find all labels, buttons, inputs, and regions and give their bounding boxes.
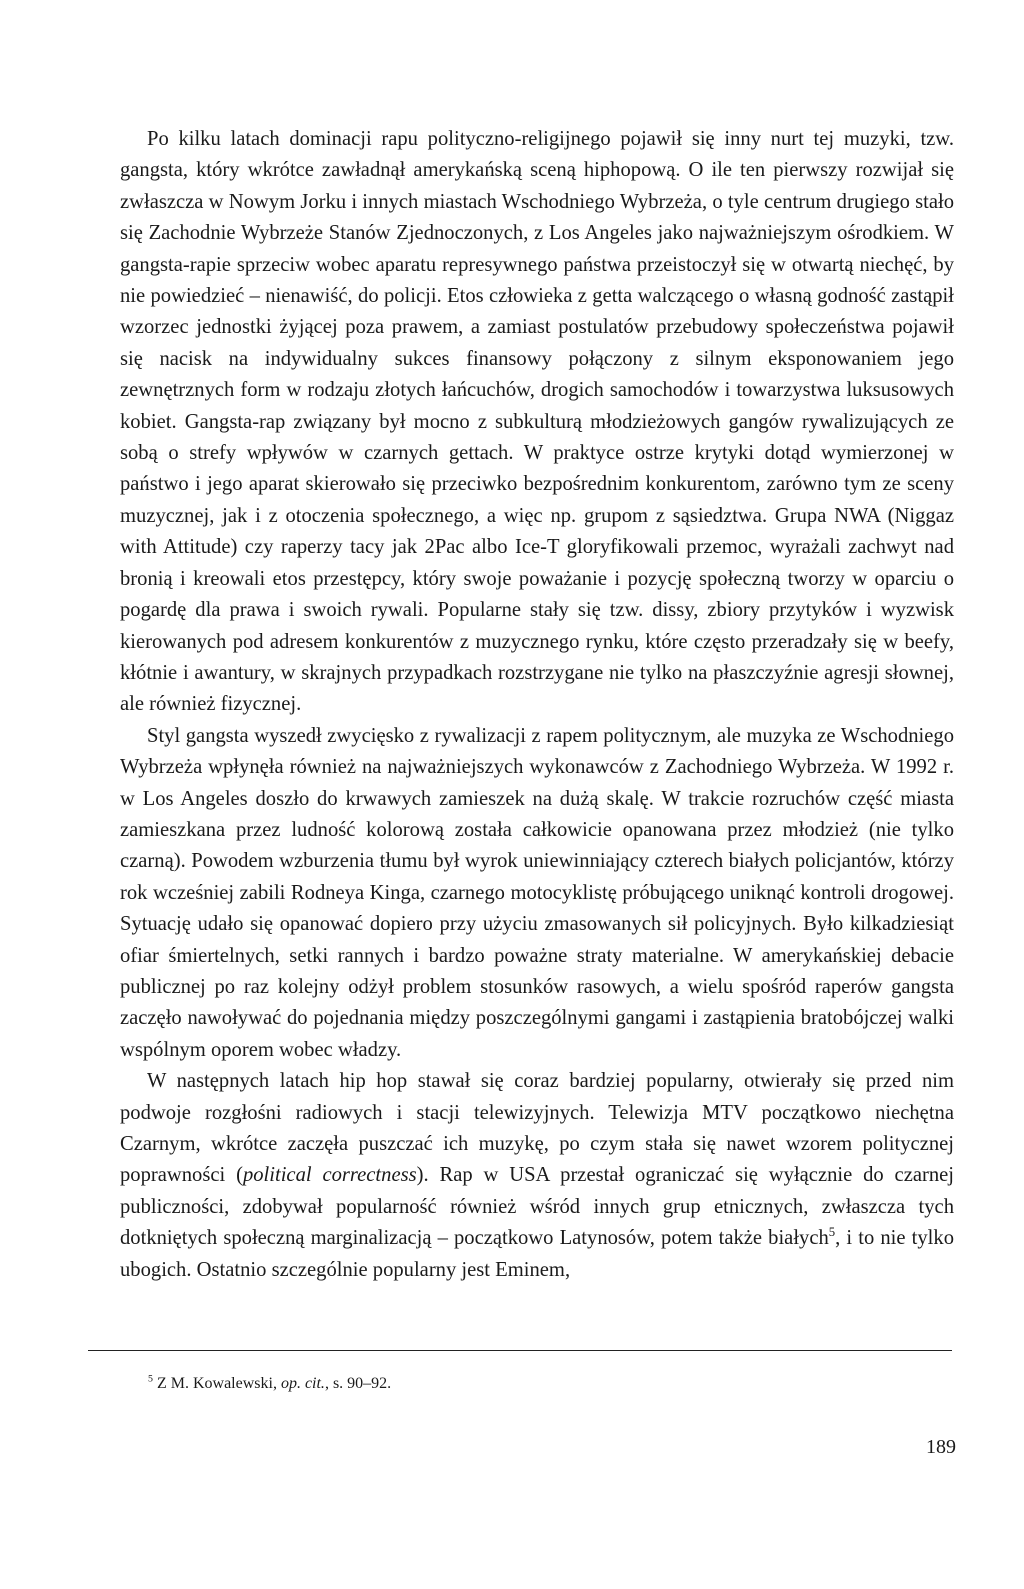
paragraph-3-text-c: , i to nie tylko ubogich. Ostatnio szczególnie popularny jest Eminem,	[120, 1227, 954, 1281]
footnote-divider	[88, 1350, 952, 1351]
footnote-pages: , s. 90–92.	[324, 1375, 392, 1392]
body-text	[120, 124, 954, 1286]
footnote-marker: 5	[148, 1373, 153, 1385]
footnote-italic: op. cit.	[280, 1375, 325, 1392]
footnote-reference[interactable]: 5	[828, 1225, 836, 1240]
page-number: 189	[926, 1436, 956, 1458]
footnote-author: Z M. Kowalewski,	[156, 1375, 281, 1392]
paragraph-3	[120, 1066, 954, 1286]
paragraph-3-text-b: ). Rap w USA przestał ograniczać się wyłącznie do czarnej publiczności, zdobywał popularność również wśród innych grup etnicznych, zwłaszcza tych dotkniętych społeczną marginalizacją – początkowo Latynosów, potem także białych	[120, 1164, 954, 1250]
footnote	[148, 1374, 748, 1394]
paragraph-3-text-a: W następnych latach hip hop stawał się coraz bardziej popularny, otwierały się przed nim podwoje rozgłośni radiowych i stacji telewizyjnych. Telewizja MTV początkowo niechętna Czarnym, wkrótce zaczęła puszczać ich muzykę, po czym stała się nawet wzorem politycznej poprawności (	[120, 1070, 954, 1187]
paragraph-2: Styl gangsta wyszedł zwycięsko z rywalizacji z rapem politycznym, ale muzyka ze Wschodniego Wybrzeża wpłynęła również na najważniejszych wykonawców z Zachodniego Wybrzeża. W 1992 r. w Los Angeles doszło do krwawych zamieszek na dużą skalę. W trakcie rozruchów część miasta zamieszkana przez ludność kolorową została całkowicie opanowana przez młodzież (nie tylko czarną). Powodem wzburzenia tłumu był wyrok uniewinniający czterech białych policjantów, którzy rok wcześniej zabili Rodneya Kinga, czarnego motocyklistę próbującego uniknąć kontroli drogowej. Sytuację udało się opanować dopiero przy użyciu zmasowanych sił policyjnych. Było kilkadziesiąt ofiar śmiertelnych, setki rannych i bardzo poważne straty materialne. W amerykańskiej debacie publicznej po raz kolejny odżył problem stosunków rasowych, a wielu spośród raperów gangsta zaczęło nawoływać do pojednania między poszczególnymi gangami i zastąpienia bratobójczej walki wspólnym oporem wobec władzy.	[120, 724, 954, 1061]
paragraph-1: Po kilku latach dominacji rapu polityczno-religijnego pojawił się inny nurt tej muzyki, tzw. gangsta, który wkrótce zawładnął amerykańską sceną hiphopową. O ile ten pierwszy rozwijał się zwłaszcza w Nowym Jorku i innych miastach Wschodniego Wybrzeża, o tyle centrum drugiego stało się Zachodnie Wybrzeże Stanów Zjednoczonych, z Los Angeles jako najważniejszym ośrodkiem. W gangsta-rapie sprzeciw wobec aparatu represywnego państwa przeistoczył się w otwartą niechęć, by nie powiedzieć – nienawiść, do policji. Etos człowieka z getta walczącego o własną godność zastąpił wzorzec jednostki żyjącej poza prawem, a zamiast postulatów przebudowy społeczeństwa pojawił się nacisk na indywidualny sukces finansowy połączony z silnym eksponowaniem jego zewnętrznych form w rodzaju złotych łańcuchów, drogich samochodów i towarzystwa luksusowych kobiet. Gangsta-rap związany był mocno z subkulturą młodzieżowych gangów rywalizujących ze sobą o strefy wpływów w czarnych gettach. W praktyce ostrze krytyki dotąd wymierzonej w państwo i jego aparat skierowało się przeciwko bezpośrednim konkurentom, zarówno tym ze sceny muzycznej, jak i z otoczenia społecznego, a więc np. grupom z sąsiedztwa. Grupa NWA (Niggaz with Attitude) czy raperzy tacy jak 2Pac albo Ice-T gloryfikowali przemoc, wyrażali zachwyt nad bronią i kreowali etos przestępcy, który swoje poważanie i pozycję społeczną tworzy w oparciu o pogardę dla prawa i swoich rywali. Popularne stały się tzw. dissy, zbiory przytyków i wyzwisk kierowanych pod adresem konkurentów z muzycznego rynku, które często przeradzały się w beefy, kłótnie i awantury, w skrajnych przypadkach rozstrzygane nie tylko na płaszczyźnie agresji słownej, ale również fizycznej.	[120, 128, 954, 716]
paragraph-3-italic-term: political correctness	[242, 1164, 417, 1187]
